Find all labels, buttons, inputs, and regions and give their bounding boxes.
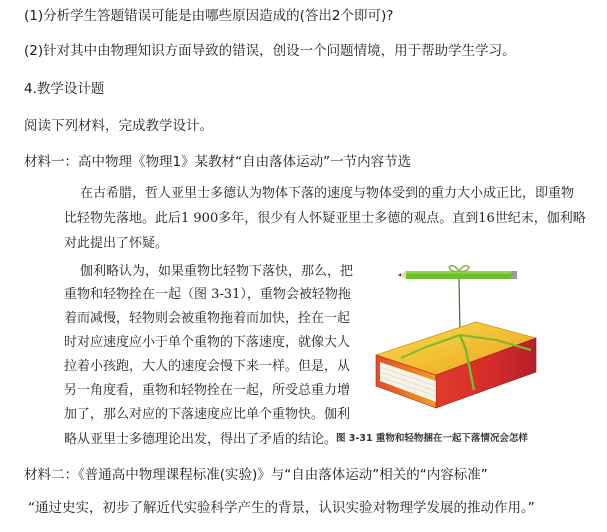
figure-caption: 图 3-31 重物和轻物捆在一起下落情况会怎样 (336, 433, 528, 444)
material2-quote: “通过史实，初步了解近代实验科学产生的背景，认识实验对物理学发展的推动作用。” (28, 500, 535, 516)
material2-heading: 材料二：《普通高中物理课程标准(实验)》与“自由落体运动”相关的“内容标准” (24, 467, 488, 483)
pencil-icon (398, 271, 517, 279)
instruction: 阅读下列材料，完成教学设计。 (24, 118, 213, 134)
para1-line: 对此提出了怀疑。 (64, 236, 169, 251)
para2-line: 另一角度看，重物和轻物拴在一起，所受总重力增 (64, 383, 351, 398)
para2-line: 加了，那么对应的下落速度应比单个重物快。伽利 (64, 407, 351, 422)
para2-line: 重物和轻物拴在一起（图 3-31），重物会被轻物拖 (64, 287, 351, 302)
para1-line: 比轻物先落地。此后1 900多年，很少有人怀疑亚里士多德的观点。直到16世纪末，伽利略 (64, 211, 586, 226)
para2-line: 着而减慢，轻物则会被重物拖着而加快，拴在一起 (64, 311, 351, 326)
material1-heading: 材料一：高中物理《物理1》某教材“自由落体运动”一节内容节选 (24, 154, 412, 170)
para2-line: 伽利略认为，如果重物比轻物下落快，那么，把 (80, 264, 354, 279)
figure-pencil-and-book (356, 250, 556, 430)
section-title: 4.教学设计题 (24, 81, 105, 97)
question-1: (1)分析学生答题错误可能是由哪些原因造成的(答出2个即可)? (24, 8, 394, 24)
question-2: (2)针对其中由物理知识方面导致的错误，创设一个问题情境，用于帮助学生学习。 (24, 43, 516, 59)
para2-line: 拉着小孩跑，大人的速度会慢下来一样。但是，从 (64, 359, 351, 374)
para1-line: 在古希腊，哲人亚里士多德认为物体下落的速度与物体受到的重力大小成正比，即重物 (80, 186, 575, 201)
para2-line: 时对应速度应小于单个重物的下落速度，就像大人 (64, 335, 351, 350)
para2-line: 略从亚里士多德理论出发，得出了矛盾的结论。 (64, 432, 338, 447)
